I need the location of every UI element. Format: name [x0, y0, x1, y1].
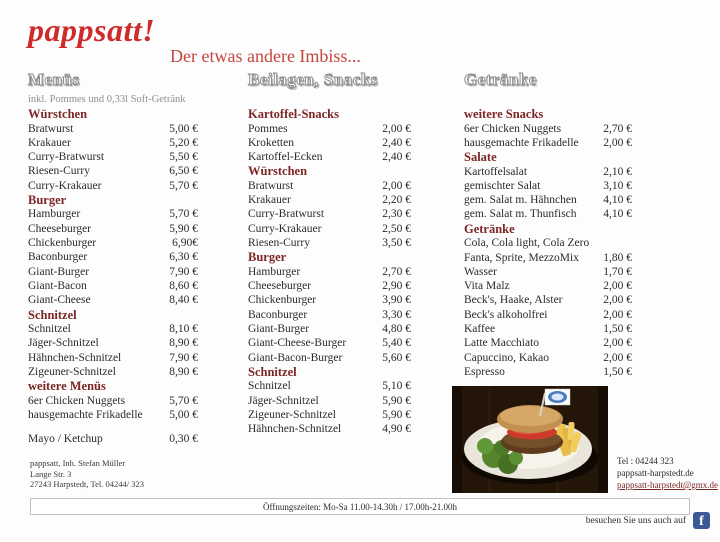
menu-item-row [28, 351, 198, 365]
item-label: Bratwurst [248, 179, 294, 192]
item-price: 2,40 € [382, 136, 411, 149]
menu-item-row [28, 179, 198, 193]
section-title: Getränke [464, 221, 515, 236]
item-price: 5,00 € [169, 409, 198, 422]
section-list [28, 107, 198, 447]
menu-item-row [464, 207, 632, 221]
menu-item-row [464, 193, 632, 207]
address-line: pappsatt, Inh. Stefan Müller [30, 458, 126, 468]
item-price: 2,30 € [382, 208, 411, 221]
address-line: 27243 Harpstedt, Tel. 04244/ 323 [30, 479, 144, 489]
item-label: Schnitzel [248, 380, 291, 393]
menu-item-row [28, 136, 198, 150]
menu-column-menues [28, 70, 198, 447]
menu-item-row [28, 164, 198, 178]
contact-block [617, 455, 718, 491]
social-block [586, 512, 710, 529]
item-label: Zigeuner-Schnitzel [28, 365, 116, 378]
menu-item-row [28, 250, 198, 264]
item-label: Latte Macchiato [464, 337, 540, 350]
section-title: weitere Menüs [28, 379, 106, 394]
menu-item-row [28, 236, 198, 250]
menu-item-row [464, 293, 632, 307]
item-price: 4,10 € [603, 194, 632, 207]
section-list [248, 107, 411, 437]
item-price: 8,60 € [169, 279, 198, 292]
item-label: Giant-Burger [248, 323, 310, 336]
item-price: 8,90 € [169, 337, 198, 350]
spacer [28, 422, 198, 432]
item-label: gem. Salat m. Hähnchen [464, 194, 577, 207]
item-price: 8,10 € [169, 323, 198, 336]
menu-item-row [464, 351, 632, 365]
item-label: Riesen-Curry [28, 165, 90, 178]
item-price: 6,50 € [169, 165, 198, 178]
item-label: Kaffee [464, 323, 496, 336]
menu-item-row [248, 150, 411, 164]
item-price: 6,90€ [172, 237, 198, 250]
menu-item-row [464, 365, 632, 379]
item-label: Curry-Krakauer [28, 179, 102, 192]
item-label: Giant-Bacon [28, 279, 87, 292]
item-label: Vita Malz [464, 280, 510, 293]
opening-hours-text: Öffnungszeiten: Mo-Sa 11.00-14.30h / 17.00h-21.00h [263, 501, 457, 512]
menu-item-row [464, 251, 632, 265]
section-title: Kartoffel-Snacks [248, 107, 339, 121]
menu-item-row [248, 193, 411, 207]
item-price: 2,50 € [382, 222, 411, 235]
item-label: Beck's, Haake, Alster [464, 294, 563, 307]
item-price: 2,20 € [382, 194, 411, 207]
item-price: 0,30 € [169, 433, 198, 446]
menu-item-row [28, 365, 198, 379]
column-header-menues: Menüs [28, 70, 80, 89]
item-price: 3,10 € [603, 179, 632, 192]
menu-item-row [248, 236, 411, 250]
item-price: 2,90 € [382, 280, 411, 293]
item-price: 4,90 € [382, 423, 411, 436]
brand-logo: pappsatt! [28, 12, 156, 48]
item-label: Capuccino, Kakao [464, 351, 549, 364]
item-price: 4,80 € [382, 323, 411, 336]
item-label: Bratwurst [28, 122, 74, 135]
item-label: Cola, Cola light, Cola Zero [464, 237, 590, 250]
item-price: 2,00 € [603, 308, 632, 321]
menu-column-getraenke [464, 70, 632, 379]
menu-item-row [464, 236, 632, 250]
item-label: Schnitzel [28, 323, 71, 336]
item-price: 5,70 € [169, 394, 198, 407]
facebook-icon[interactable]: f [693, 512, 710, 529]
item-label: Chickenburger [248, 294, 317, 307]
item-price: 1,80 € [603, 251, 632, 264]
item-label: Kartoffel-Ecken [248, 151, 323, 164]
menu-item-row [248, 322, 411, 336]
section-title: Burger [28, 192, 67, 207]
item-label: Baconburger [28, 251, 88, 264]
address-block [30, 458, 144, 490]
item-price: 2,00 € [603, 337, 632, 350]
item-price: 1,50 € [603, 365, 632, 378]
menu-item-row [28, 279, 198, 293]
item-price: 2,00 € [382, 179, 411, 192]
section-title: Schnitzel [28, 307, 77, 322]
item-label: Chickenburger [28, 237, 97, 250]
item-label: Hähnchen-Schnitzel [28, 351, 122, 364]
menu-item-row [248, 179, 411, 193]
menu-item-row [28, 207, 198, 221]
item-label: Giant-Bacon-Burger [248, 351, 343, 364]
item-price: 7,90 € [169, 265, 198, 278]
item-price: 3,90 € [382, 294, 411, 307]
item-label: hausgemachte Frikadelle [464, 136, 579, 149]
item-label: gem. Salat m. Thunfisch [464, 208, 577, 221]
item-price: 5,40 € [382, 337, 411, 350]
item-label: Cheeseburger [28, 222, 92, 235]
item-label: Jäger-Schnitzel [28, 337, 99, 350]
item-price: 2,00 € [382, 122, 411, 135]
menu-item-row [248, 265, 411, 279]
item-label: Curry-Krakauer [248, 222, 322, 235]
item-label: 6er Chicken Nuggets [464, 122, 562, 135]
menu-item-row [248, 379, 411, 393]
menu-item-row [248, 308, 411, 322]
item-price: 3,50 € [382, 237, 411, 250]
item-label: Mayo / Ketchup [28, 433, 103, 446]
item-price: 8,40 € [169, 294, 198, 307]
item-price: 6,30 € [169, 251, 198, 264]
section-title: Schnitzel [248, 364, 297, 379]
section-title: weitere Snacks [464, 107, 544, 121]
item-label: Krakauer [248, 194, 291, 207]
item-price: 2,70 € [382, 265, 411, 278]
item-price: 7,90 € [169, 351, 198, 364]
item-label: Giant-Cheese [28, 294, 91, 307]
item-price: 5,00 € [169, 122, 198, 135]
item-label: Giant-Cheese-Burger [248, 337, 347, 350]
burger-plate-photo [452, 386, 608, 493]
item-label: Kartoffelsalat [464, 165, 528, 178]
item-price: 2,10 € [603, 165, 632, 178]
contact-phone: Tel : 04244 323 [617, 456, 674, 466]
section-list [464, 107, 632, 379]
menu-item-row [28, 222, 198, 236]
menu-item-row [248, 136, 411, 150]
menu-item-row [28, 394, 198, 408]
menu-item-row [248, 122, 411, 136]
item-label: Baconburger [248, 308, 308, 321]
menu-item-row [28, 150, 198, 164]
menu-item-row [464, 322, 632, 336]
menu-item-row [248, 207, 411, 221]
item-price: 4,10 € [603, 208, 632, 221]
item-price: 8,90 € [169, 365, 198, 378]
menu-item-row [248, 336, 411, 350]
menu-column-beilagen-snacks [248, 70, 411, 437]
menu-item-row [28, 293, 198, 307]
item-price: 5,60 € [382, 351, 411, 364]
item-label: Fanta, Sprite, MezzoMix [464, 251, 579, 264]
menu-item-row [28, 322, 198, 336]
item-label: Beck's alkoholfrei [464, 308, 548, 321]
column-header-getraenke: Getränke [464, 70, 537, 89]
item-price: 5,90 € [382, 409, 411, 422]
section-title: Würstchen [248, 164, 308, 179]
menu-item-row [464, 279, 632, 293]
item-label: Wasser [464, 265, 497, 278]
menu-item-row [464, 265, 632, 279]
item-label: Kroketten [248, 136, 294, 149]
item-label: Cheeseburger [248, 280, 312, 293]
section-title: Würstchen [28, 107, 88, 121]
column-subheader: inkl. Pommes und 0,33l Soft-Getränk [28, 94, 186, 105]
item-label: Hamburger [28, 208, 81, 221]
item-price: 2,00 € [603, 136, 632, 149]
item-label: Espresso [464, 365, 505, 378]
item-label: Riesen-Curry [248, 237, 310, 250]
menu-item-row [248, 408, 411, 422]
menu-item-row [464, 136, 632, 150]
section-title: Burger [248, 250, 287, 265]
menu-item-row [464, 165, 632, 179]
menu-item-row [248, 394, 411, 408]
item-price: 5,20 € [169, 136, 198, 149]
item-price: 2,40 € [382, 151, 411, 164]
contact-email-link[interactable]: pappsatt-harpstedt@gmx.de [617, 480, 719, 490]
item-label: Hähnchen-Schnitzel [248, 423, 342, 436]
item-price: 1,70 € [603, 265, 632, 278]
item-price: 5,70 € [169, 179, 198, 192]
menu-item-row [248, 293, 411, 307]
item-label: gemischter Salat [464, 179, 541, 192]
item-label: hausgemachte Frikadelle [28, 409, 143, 422]
item-price: 2,70 € [603, 122, 632, 135]
item-label: 6er Chicken Nuggets [28, 394, 126, 407]
item-label: Curry-Bratwurst [28, 151, 105, 164]
item-price: 5,10 € [382, 380, 411, 393]
menu-item-row [248, 222, 411, 236]
item-label: Krakauer [28, 136, 71, 149]
menu-item-row [248, 422, 411, 436]
section-title: Salate [464, 150, 497, 165]
menu-item-row [28, 265, 198, 279]
menu-item-row [28, 122, 198, 136]
menu-item-row [248, 279, 411, 293]
menu-item-row [28, 432, 198, 446]
menu-item-row [28, 336, 198, 350]
brand-tagline: Der etwas andere Imbiss... [170, 46, 361, 66]
item-label: Curry-Bratwurst [248, 208, 325, 221]
item-price: 1,50 € [603, 323, 632, 336]
item-price: 5,70 € [169, 208, 198, 221]
menu-item-row [464, 179, 632, 193]
item-price: 3,30 € [382, 308, 411, 321]
column-header-beilagen-snacks: Beilagen, Snacks [248, 70, 378, 89]
address-line: Lange Str. 3 [30, 468, 72, 479]
item-price: 2,00 € [603, 294, 632, 307]
item-price: 2,00 € [603, 280, 632, 293]
menu-item-row [464, 122, 632, 136]
item-label: Hamburger [248, 265, 301, 278]
menu-item-row [248, 351, 411, 365]
item-label: Jäger-Schnitzel [248, 394, 319, 407]
item-price: 5,90 € [169, 222, 198, 235]
item-label: Pommes [248, 122, 288, 135]
item-price: 5,50 € [169, 151, 198, 164]
item-label: Giant-Burger [28, 265, 90, 278]
social-text: besuchen Sie uns auch auf [585, 515, 686, 526]
flag [545, 389, 570, 405]
menu-item-row [464, 308, 632, 322]
item-price: 5,90 € [382, 394, 411, 407]
menu-item-row [464, 336, 632, 350]
menu-item-row [28, 408, 198, 422]
item-label: Zigeuner-Schnitzel [248, 409, 336, 422]
contact-website: pappsatt-harpstedt.de [617, 468, 694, 478]
item-price: 2,00 € [603, 351, 632, 364]
